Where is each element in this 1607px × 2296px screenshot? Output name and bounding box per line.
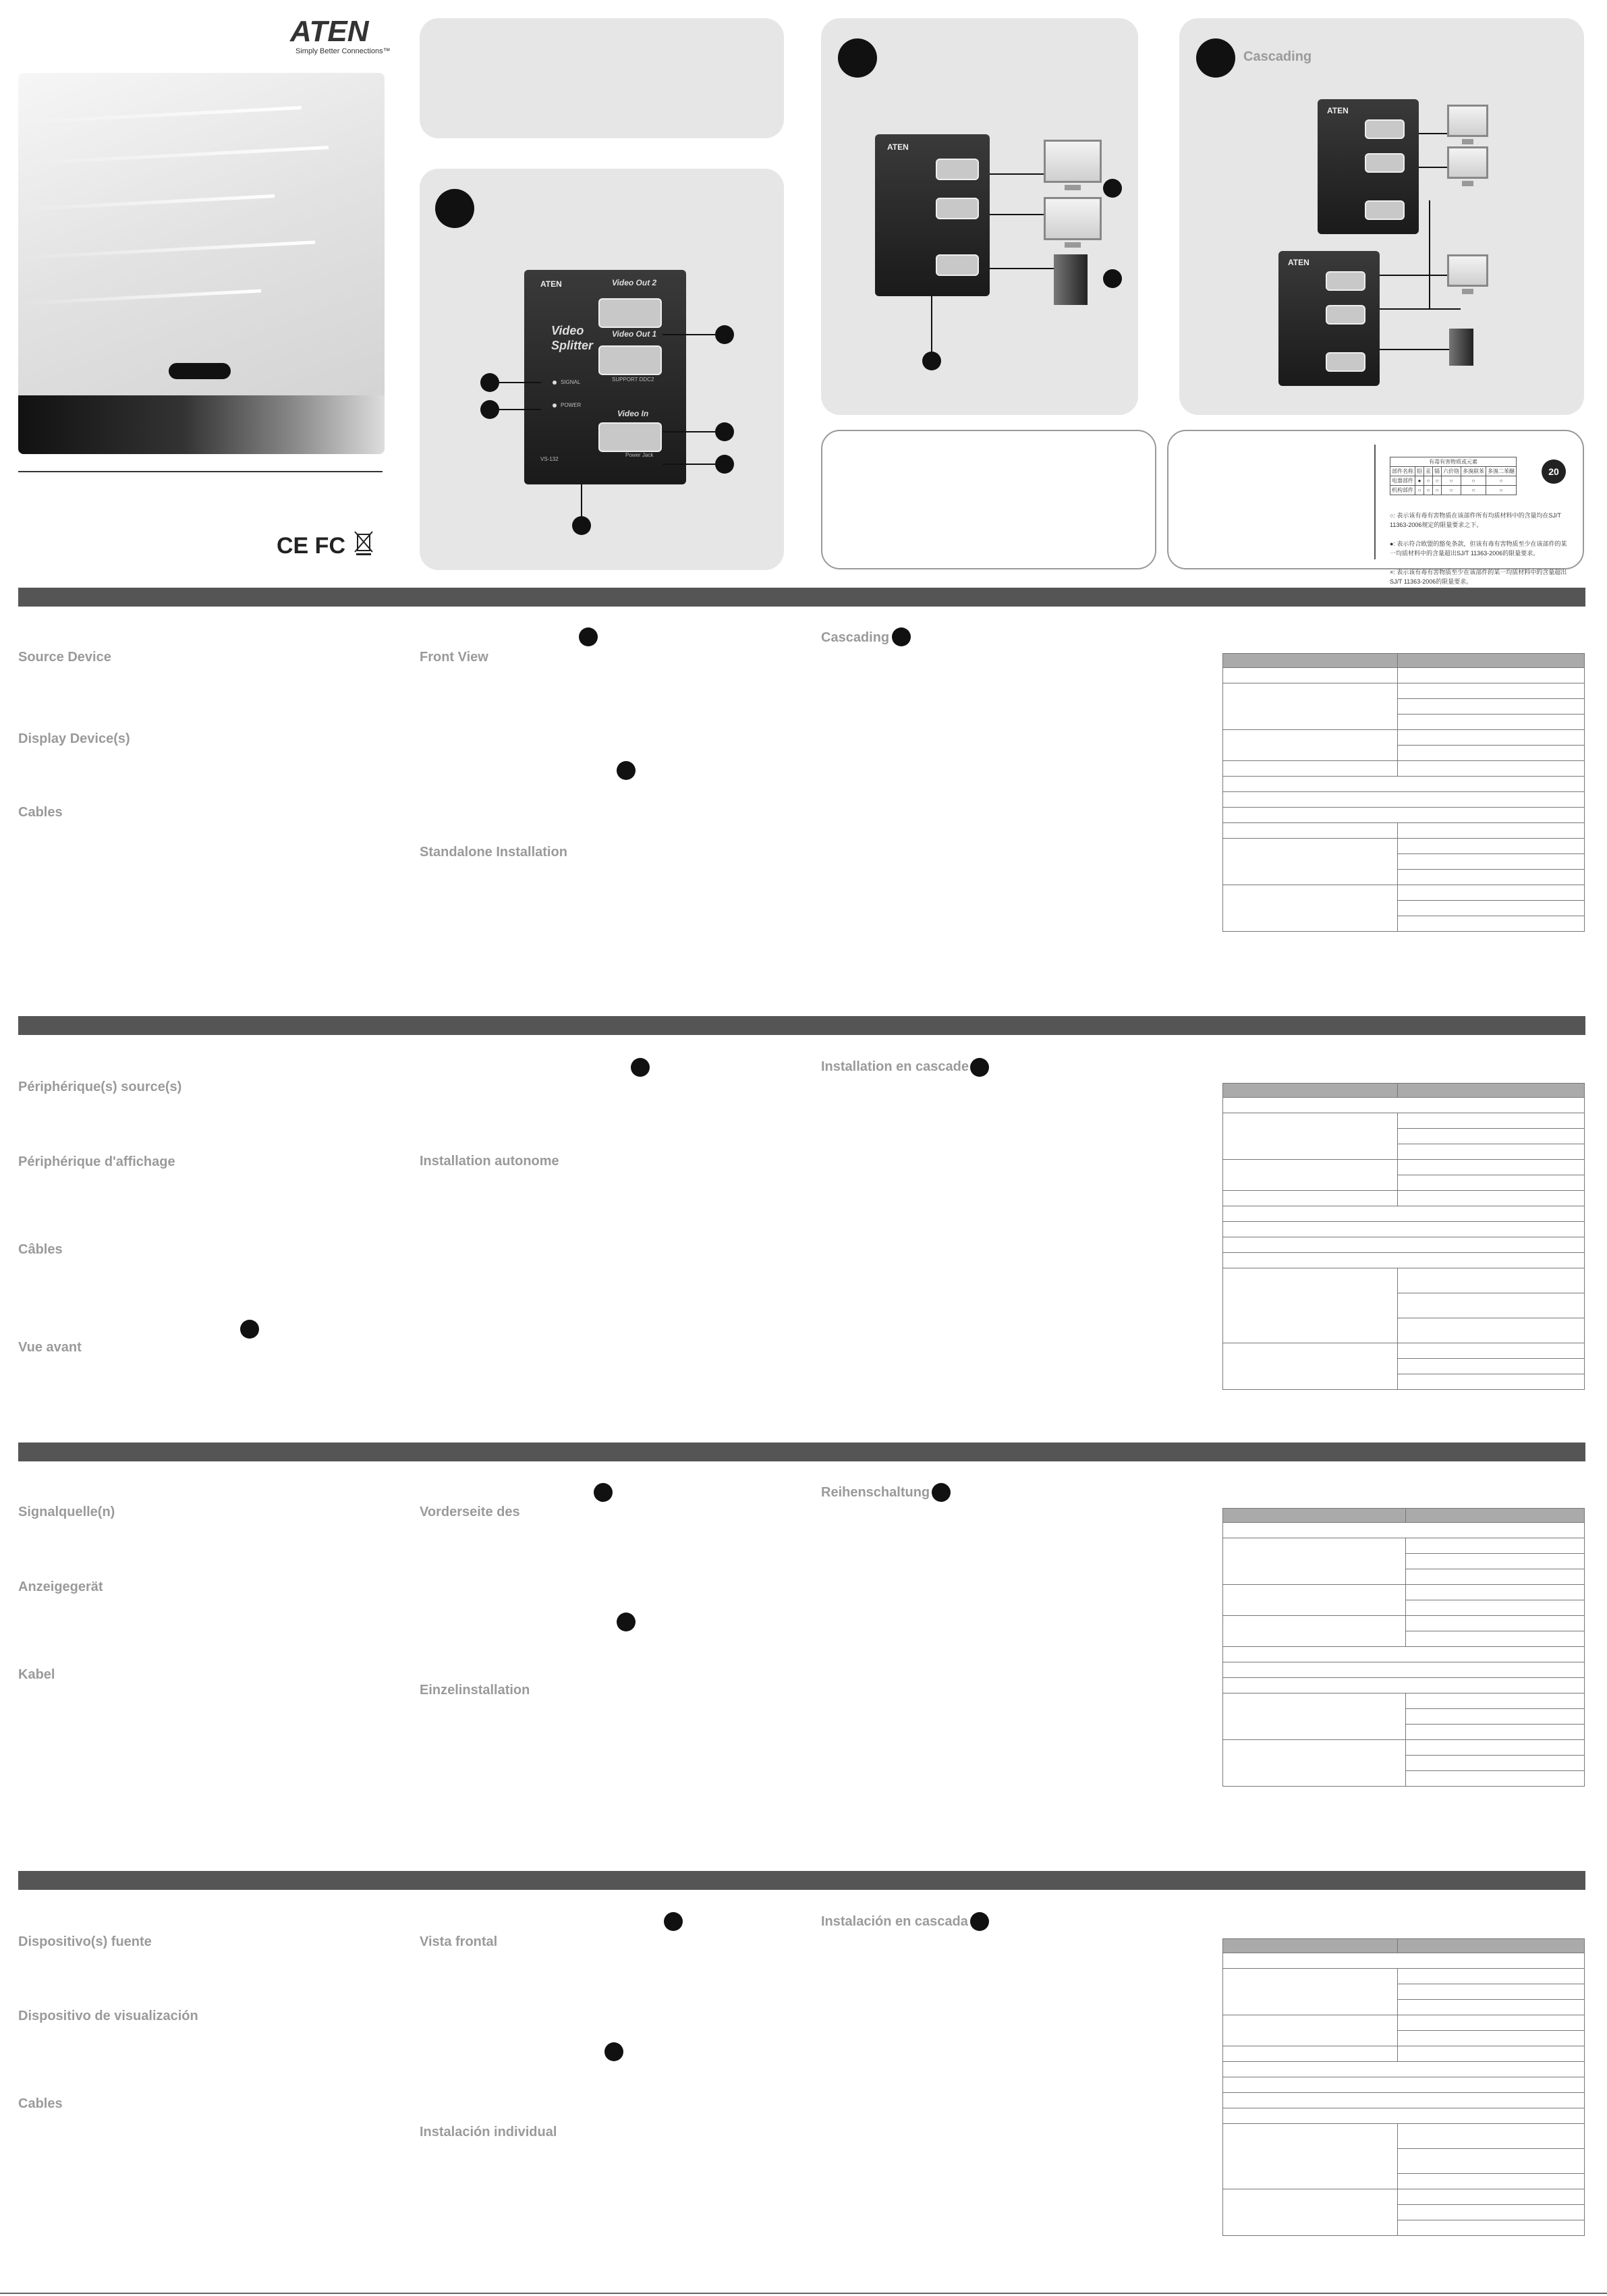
callout-1: [480, 373, 499, 392]
heading-cascading-es: Instalación en cascada: [821, 1914, 968, 1929]
step-marker: [970, 1058, 989, 1077]
heading-display-en: Display Device(s): [18, 731, 130, 746]
heading-front-view-en: Front View: [420, 650, 488, 665]
rohs-header: 部件名称: [1390, 467, 1415, 476]
rohs-cell: ○: [1486, 476, 1517, 486]
brand-logo: ATEN: [290, 15, 369, 48]
monitor-icon: [1044, 197, 1102, 240]
weee-icon: [354, 529, 374, 556]
step-marker: [1196, 38, 1235, 78]
device-front: ATEN Video Out 2 Video Out 1 Video Splitter SIGNAL POWER SUPPORT DDC2 Video In VS-132 Power Jack: [524, 270, 686, 484]
heading-cables-en: Cables: [18, 805, 63, 820]
step-marker: [604, 2042, 623, 2061]
rohs-cell: 电器部件: [1390, 476, 1415, 486]
heading-source-es: Dispositivo(s) fuente: [18, 1934, 152, 1949]
computer-icon: [1449, 329, 1473, 366]
cover-divider: [18, 471, 383, 472]
section-bar-fr: [18, 1016, 1585, 1035]
heading-cables-fr: Câbles: [18, 1242, 63, 1257]
spec-table-de: [1222, 1508, 1585, 1787]
step-marker: [932, 1483, 951, 1502]
china-rohs-table: [1390, 457, 1517, 495]
callout-4: [715, 422, 734, 441]
monitor-icon: [1447, 146, 1488, 179]
section-bar-es: [18, 1871, 1585, 1890]
rohs-title: 有毒有害物质或元素: [1390, 457, 1517, 467]
step-marker: [617, 761, 636, 780]
step-marker: [970, 1912, 989, 1931]
monitor-icon: [1447, 105, 1488, 137]
brand-tagline: Simply Better Connections™: [295, 47, 391, 55]
panel-cascading: [1179, 18, 1584, 415]
heading-cascading-en: Cascading: [821, 630, 890, 645]
heading-front-view-es: Vista frontal: [420, 1934, 498, 1949]
spec-table-es: [1222, 1938, 1585, 2236]
certification-marks: CE FC: [277, 533, 345, 559]
heading-cascading-fr: Installation en cascade: [821, 1059, 969, 1074]
rohs-header: 铅: [1415, 467, 1424, 476]
rohs-cell: ○: [1415, 486, 1424, 495]
panel-blank-top: [420, 18, 784, 138]
heading-cascading-de: Reihenschaltung: [821, 1485, 930, 1500]
panel-china-rohs: [1167, 430, 1584, 585]
rohs-cell: ○: [1424, 476, 1433, 486]
callout-5: [715, 455, 734, 474]
heading-source-en: Source Device: [18, 650, 111, 665]
step-marker: [838, 38, 877, 78]
heading-source-fr: Périphérique(s) source(s): [18, 1080, 182, 1094]
rohs-cell: ○: [1461, 476, 1486, 486]
step-marker: [435, 189, 474, 228]
callout-3: [715, 325, 734, 344]
epup-badge: 20: [1542, 459, 1566, 484]
rohs-header: 汞: [1424, 467, 1433, 476]
rohs-header: 多溴二苯醚: [1486, 467, 1517, 476]
cover-image: [18, 73, 385, 454]
rohs-notes: ○: 表示该有毒有害物质在该部件所有均质材料中的含量均在SJ/T 11363-2006规定的限量要求之下。 ●: 表示符合欧盟的豁免条款，但该有毒有害物质至少在该部件的某一均质材料中的含量超出SJ/T 11363-2006的限量要求。 ×: 表示该有毒有害物质至少在该部件的某一均质材料中的含量超出SJ/T 11363-2006的限量要求。: [1390, 512, 1567, 585]
computer-icon: [1054, 254, 1088, 305]
panel-cascading-title: Cascading: [1243, 49, 1312, 64]
monitor-icon: [1447, 254, 1488, 287]
step-marker: [579, 627, 598, 646]
heading-cables-es: Cables: [18, 2096, 63, 2111]
monitor-icon: [1044, 140, 1102, 183]
callout-3: [922, 352, 941, 370]
section-bar-de: [18, 1443, 1585, 1461]
panel-front-view: [420, 169, 784, 570]
callout-1: [1103, 179, 1122, 198]
heading-display-fr: Périphérique d'affichage: [18, 1154, 175, 1169]
spec-table-en: [1222, 653, 1585, 932]
step-marker: [617, 1613, 636, 1631]
heading-source-de: Signalquelle(n): [18, 1505, 115, 1519]
rohs-cell: ○: [1433, 486, 1442, 495]
rohs-cell: ○: [1442, 476, 1461, 486]
callout-6: [572, 516, 591, 535]
heading-standalone-de: Einzelinstallation: [420, 1683, 530, 1698]
rohs-cell: ●: [1415, 476, 1424, 486]
step-marker: [892, 627, 911, 646]
cover-pill: [169, 363, 231, 379]
rohs-header: 六价铬: [1442, 467, 1461, 476]
heading-front-view-fr: Vue avant: [18, 1340, 82, 1355]
cover-mosaic: [18, 395, 385, 454]
device-standalone: ATEN: [875, 134, 990, 296]
step-marker: [631, 1058, 650, 1077]
heading-standalone-en: Standalone Installation: [420, 845, 567, 860]
step-marker: [664, 1912, 683, 1931]
spec-table-fr: [1222, 1083, 1585, 1390]
callout-2: [480, 400, 499, 419]
heading-display-de: Anzeigegerät: [18, 1579, 103, 1594]
rohs-cell: ○: [1424, 486, 1433, 495]
rohs-header: 多溴联苯: [1461, 467, 1486, 476]
rohs-cell: ○: [1461, 486, 1486, 495]
device-cascade-bottom: ATEN: [1278, 251, 1380, 386]
heading-standalone-fr: Installation autonome: [420, 1154, 559, 1169]
bottom-rule: [0, 2293, 1607, 2294]
rohs-cell: ○: [1433, 476, 1442, 486]
rohs-cell: ○: [1486, 486, 1517, 495]
heading-display-es: Dispositivo de visualización: [18, 2009, 198, 2023]
rohs-header: 镉: [1433, 467, 1442, 476]
section-bar-en: [18, 588, 1585, 607]
heading-cables-de: Kabel: [18, 1667, 55, 1682]
rohs-cell: ○: [1442, 486, 1461, 495]
rohs-cell: 机构部件: [1390, 486, 1415, 495]
step-marker: [594, 1483, 613, 1502]
callout-2: [1103, 269, 1122, 288]
panel-standalone: [821, 18, 1138, 415]
heading-front-view-de: Vorderseite des: [420, 1505, 520, 1519]
step-marker: [240, 1320, 259, 1339]
panel-outline-left: [821, 430, 1156, 569]
device-cascade-top: ATEN: [1318, 99, 1419, 234]
heading-standalone-es: Instalación individual: [420, 2125, 557, 2139]
